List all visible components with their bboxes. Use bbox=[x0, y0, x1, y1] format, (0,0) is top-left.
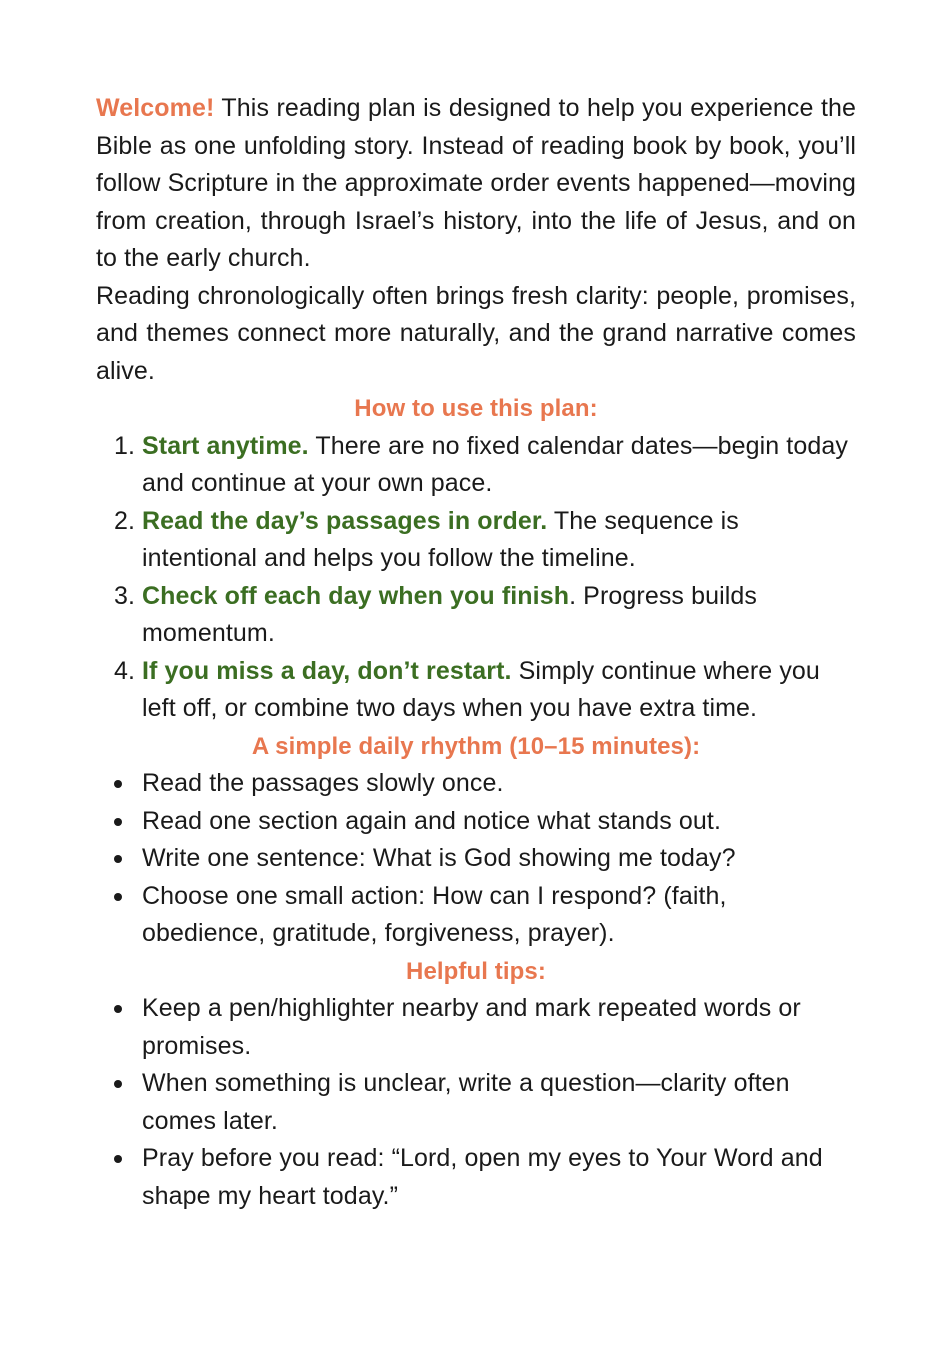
bullet-icon bbox=[114, 818, 122, 826]
step-text: Simply continue where you left off, or combine two days when you have extra time. bbox=[142, 656, 820, 722]
daily-rhythm-heading: A simple daily rhythm (10–15 minutes): bbox=[251, 732, 701, 760]
helpful-tips-list bbox=[96, 990, 856, 1215]
how-to-heading: How to use this plan: bbox=[354, 395, 598, 422]
step-item bbox=[96, 578, 856, 653]
rhythm-item bbox=[96, 803, 856, 841]
step-bold: Check off each day when you finish bbox=[142, 581, 570, 610]
step-number: 3. bbox=[114, 581, 136, 610]
rhythm-item-text: Read the passages slowly once. bbox=[142, 769, 504, 797]
step-bold: If you miss a day, don’t restart. bbox=[142, 656, 512, 685]
rhythm-item bbox=[96, 878, 856, 953]
welcome-label: Welcome! bbox=[96, 94, 215, 122]
step-item bbox=[96, 503, 856, 578]
bullet-icon bbox=[114, 1155, 122, 1163]
tip-item bbox=[96, 1140, 856, 1215]
step-number: 2. bbox=[114, 506, 136, 535]
bullet-icon bbox=[114, 1080, 122, 1088]
rhythm-item-text: Write one sentence: What is God showing me today? bbox=[142, 844, 736, 872]
step-text: . Progress builds momentum. bbox=[142, 581, 757, 647]
step-item bbox=[96, 428, 856, 503]
tip-item-text: Pray before you read: “Lord, open my eyes to Your Word and shape my heart today.” bbox=[142, 1144, 823, 1210]
document-page bbox=[96, 90, 856, 1215]
intro-text: This reading plan is designed to help you experience the Bible as one unfolding story. Instead of reading book by book, you’ll follow Scripture in the approximate order events happened—moving from creation, through Israel’s history, into the life of Jesus, and on to the early church. bbox=[96, 94, 856, 272]
bullet-icon bbox=[114, 893, 122, 901]
step-bold: Read the day’s passages in order. bbox=[142, 506, 548, 535]
helpful-tips-heading: Helpful tips: bbox=[406, 957, 546, 985]
tip-item bbox=[96, 1065, 856, 1140]
tip-item-text: Keep a pen/highlighter nearby and mark repeated words or promises. bbox=[142, 994, 801, 1060]
step-number: 1. bbox=[114, 431, 136, 460]
intro-paragraph bbox=[96, 90, 856, 278]
step-number: 4. bbox=[114, 656, 136, 685]
bullet-icon bbox=[114, 1005, 122, 1013]
how-to-steps-list bbox=[96, 428, 856, 728]
rhythm-item-text: Read one section again and notice what stands out. bbox=[142, 806, 722, 835]
step-text: The sequence is intentional and helps you follow the timeline. bbox=[142, 506, 739, 572]
chronological-paragraph: Reading chronologically often brings fresh clarity: people, promises, and themes connect more naturally, and the grand narrative comes alive. bbox=[96, 281, 856, 385]
step-bold: Start anytime. bbox=[142, 431, 309, 460]
tip-item-text: When something is unclear, write a question—clarity often comes later. bbox=[142, 1069, 790, 1135]
daily-rhythm-list bbox=[96, 765, 856, 953]
rhythm-item-text: Choose one small action: How can I respond? (faith, obedience, gratitude, forgiveness, prayer). bbox=[142, 881, 727, 947]
step-text: There are no fixed calendar dates—begin today and continue at your own pace. bbox=[142, 431, 848, 497]
rhythm-item bbox=[96, 765, 856, 803]
tip-item bbox=[96, 990, 856, 1065]
step-item bbox=[96, 653, 856, 728]
bullet-icon bbox=[114, 780, 122, 788]
bullet-icon bbox=[114, 855, 122, 863]
rhythm-item bbox=[96, 840, 856, 878]
